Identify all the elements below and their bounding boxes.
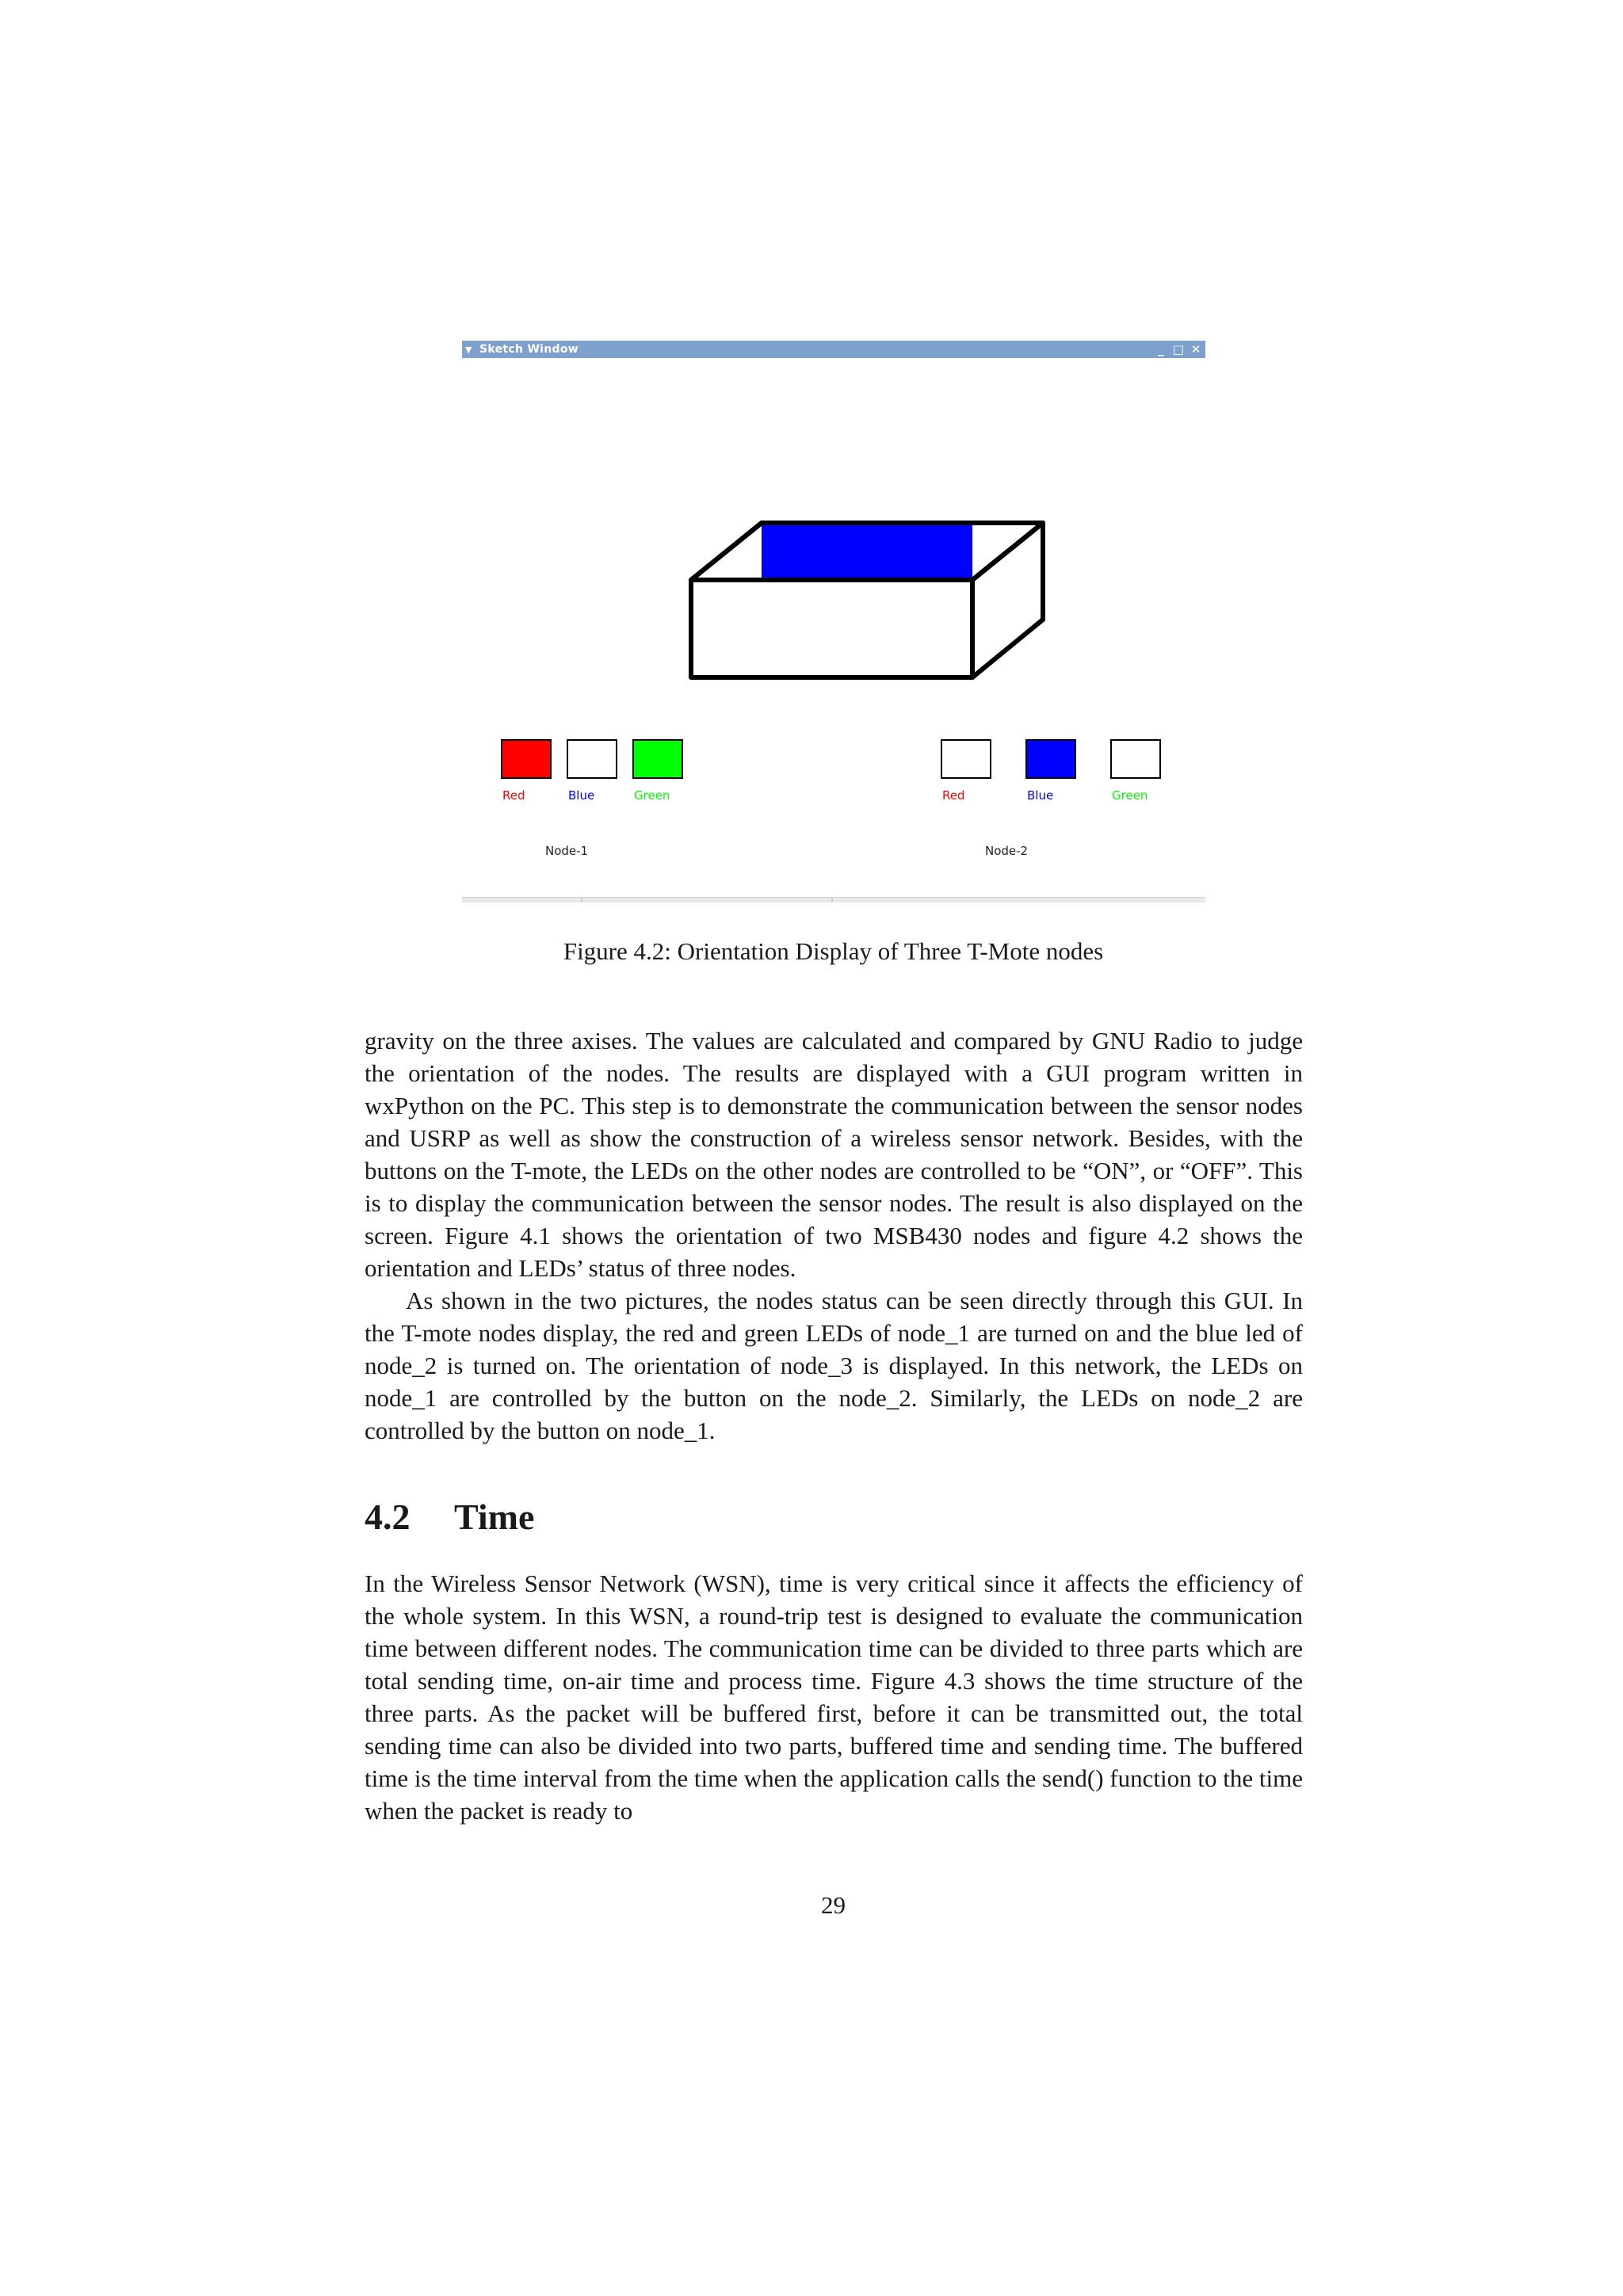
node-1-led-blue-label: Blue — [568, 788, 595, 803]
sketch-canvas — [462, 358, 1205, 897]
node-2-led-red — [941, 740, 991, 778]
node-1-led-green-label: Green — [634, 788, 670, 803]
section-title: Time — [454, 1497, 535, 1537]
figure-caption — [0, 937, 1623, 966]
node-1-led-green — [633, 740, 682, 778]
node-2-led-green — [1111, 740, 1160, 778]
orientation-box — [691, 523, 1043, 677]
sketch-window — [462, 341, 1205, 903]
node-1-led-red-label: Red — [502, 788, 525, 803]
window-title: Sketch Window — [479, 343, 579, 356]
body-text-lower — [365, 1567, 1303, 1827]
node-2-led-blue — [1026, 740, 1075, 778]
node-1-led-red — [502, 740, 551, 778]
window-status-strip — [462, 897, 1205, 902]
figure-caption-text: Figure 4.2: Orientation Display of Three T-Mote nodes — [563, 937, 1104, 965]
status-separator — [831, 898, 833, 902]
node-1-group — [502, 740, 682, 858]
status-separator — [581, 898, 582, 902]
close-icon[interactable]: ✕ — [1190, 342, 1201, 357]
box-top-indicator — [762, 524, 972, 578]
paragraph: As shown in the two pictures, the nodes status can be seen directly through this GUI. In the T-mote nodes display, the red and green LEDs of node_1 are turned on and the blue led of node_2 is turned on. The orientation of node_3 is displayed. In this network, the LEDs on node_1 are controlled by the button on the node_2. Similarly, the LEDs on node_2 are controlled by the button on node_1. — [365, 1287, 1303, 1444]
node-2-led-red-label: Red — [942, 788, 965, 803]
section-heading — [365, 1496, 534, 1538]
paragraph: In the Wireless Sensor Network (WSN), time is very critical since it affects the efficiency of the whole system. In this WSN, a round-trip test is designed to evaluate the communication time between different nodes. The communication time can be divided to three parts which are total sending time, on-air time and process time. Figure 4.3 shows the time structure of the three parts. As the packet will be buffered first, before it can be transmitted out, the total sending time can also be divided into two parts, buffered time and sending time. The buffered time is the time interval from the time when the application calls the send() function to the time when the packet is ready to — [365, 1569, 1303, 1825]
window-titlebar — [462, 341, 1205, 358]
node-2-led-blue-label: Blue — [1027, 788, 1054, 803]
paragraph: gravity on the three axises. The values are calculated and compared by GNU Radio to judge the orientation of the nodes. The results are displayed with a GUI program written in wxPython on the PC. This step is to demonstrate the communication between the sensor nodes and USRP as well as show the construction of a wireless sensor network. Besides, with the buttons on the T-mote, the LEDs on the other nodes are controlled to be “ON”, or “OFF”. This is to display the communication between the sensor nodes. The result is also displayed on the screen. Figure 4.1 shows the orientation of two MSB430 nodes and figure 4.2 shows the orientation and LEDs’ status of three nodes. — [365, 1027, 1303, 1282]
node-2-group — [941, 740, 1160, 858]
page-number: 29 — [821, 1891, 846, 1919]
maximize-icon[interactable]: □ — [1172, 342, 1185, 357]
window-menu-arrow-icon[interactable]: ▼ — [465, 344, 472, 355]
node-1-led-blue — [567, 740, 617, 778]
body-text-upper — [365, 1024, 1303, 1447]
node-1-label: Node-1 — [545, 844, 589, 858]
minimize-icon[interactable]: _ — [1158, 342, 1164, 357]
box-front-face — [691, 580, 972, 677]
section-number: 4.2 — [365, 1497, 411, 1537]
node-2-led-green-label: Green — [1112, 788, 1148, 803]
node-2-label: Node-2 — [985, 844, 1029, 858]
